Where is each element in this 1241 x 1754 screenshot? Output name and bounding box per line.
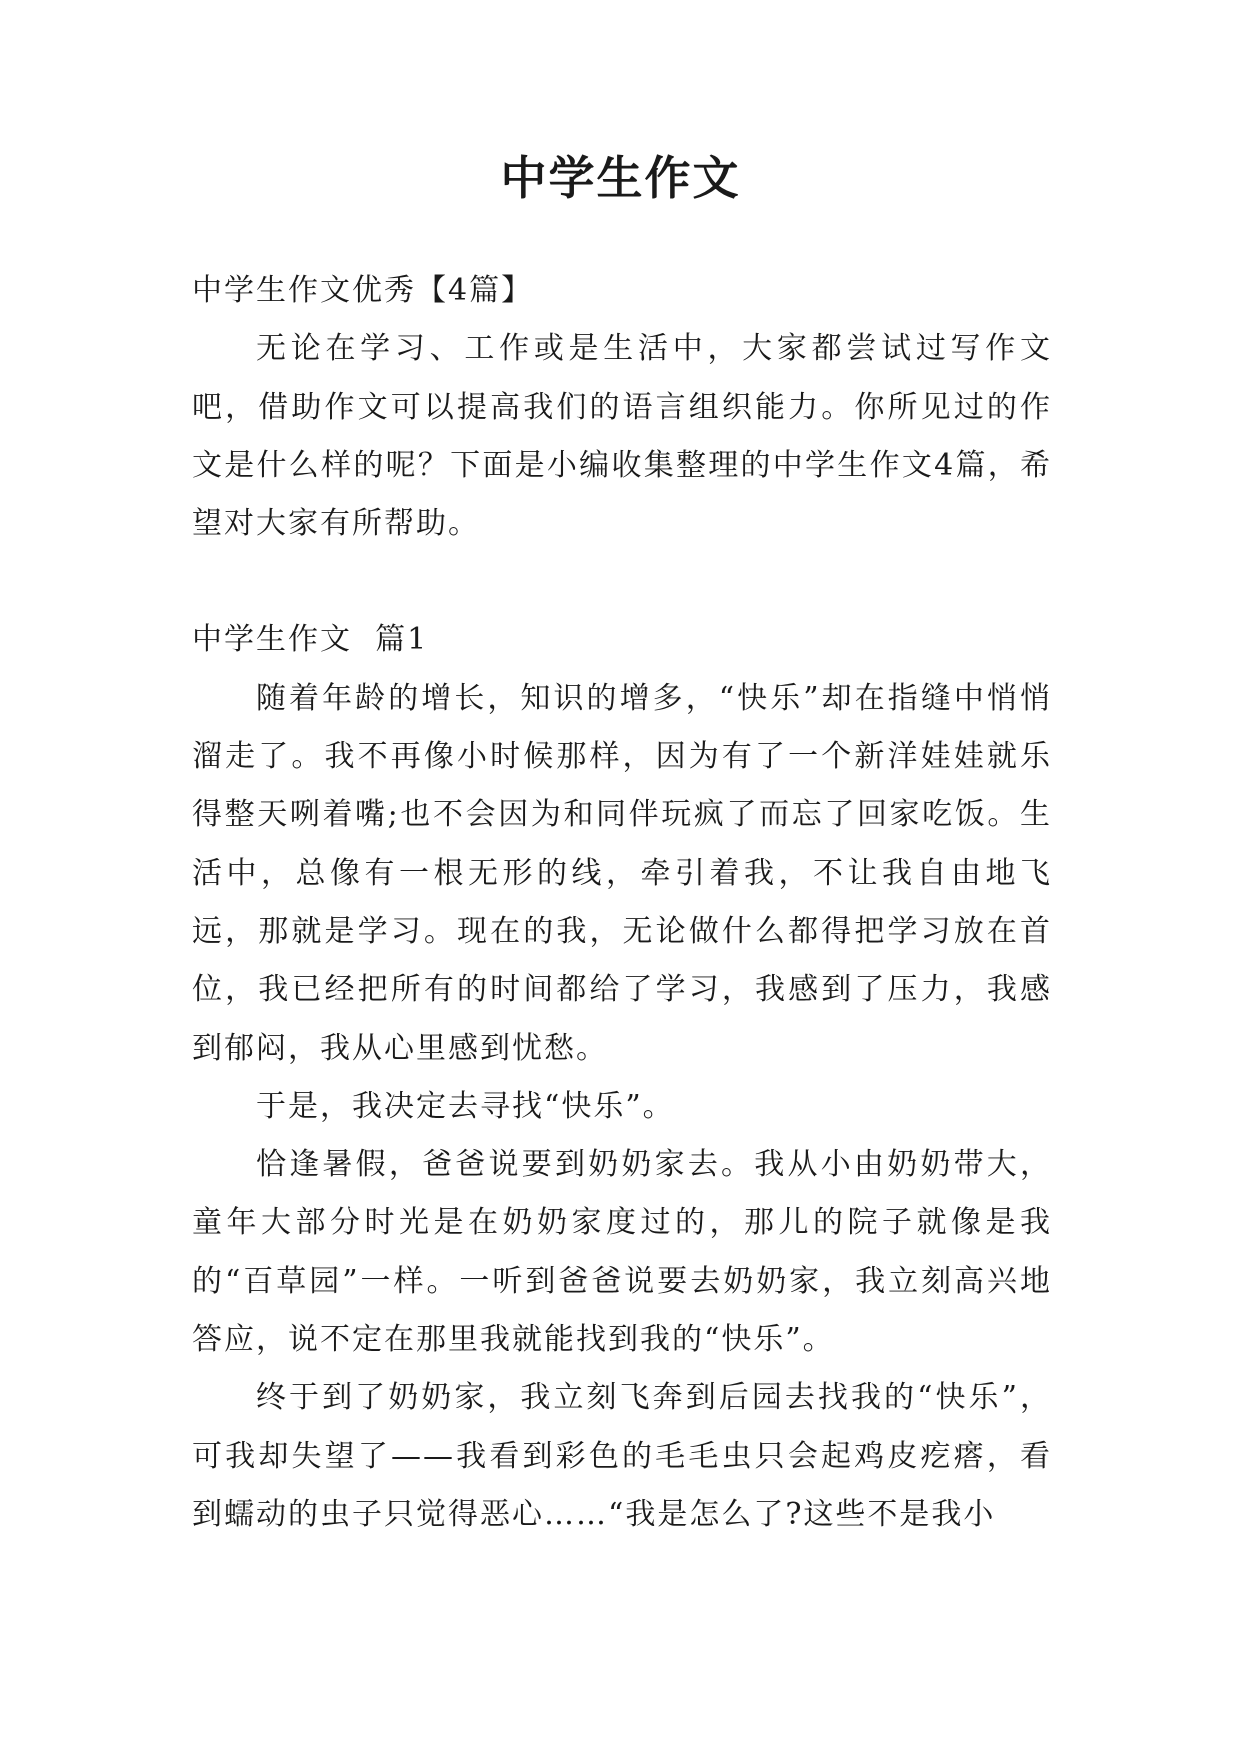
document-body (192, 262, 1052, 1544)
intro-paragraph: 无论在学习、工作或是生活中，大家都尝试过写作文吧，借助作文可以提高我们的语言组织能力。你所见过的作文是什么样的呢？下面是小编收集整理的中学生作文4篇，希望对大家有所帮助。 (192, 331, 1052, 542)
section1-paragraph-3: 恰逢暑假，爸爸说要到奶奶家去。我从小由奶奶带大，童年大部分时光是在奶奶家度过的，那儿的院子就像是我的“百草园”一样。一听到爸爸说要去奶奶家，我立刻高兴地答应，说不定在那里我就能找到我的“快乐”。 (192, 1147, 1052, 1358)
section-spacer (192, 553, 1052, 611)
section1-paragraph-4: 终于到了奶奶家，我立刻飞奔到后园去找我的“快乐”，可我却失望了——我看到彩色的毛毛虫只会起鸡皮疙瘩，看到蠕动的虫子只觉得恶心……“我是怎么了?这些不是我小 (192, 1380, 1052, 1532)
section1-paragraph-2: 于是，我决定去寻找“快乐”。 (256, 1088, 675, 1124)
intro-heading: 中学生作文优秀【4篇】 (192, 273, 534, 308)
document-title: 中学生作文 (500, 151, 741, 205)
section1-paragraph-1: 随着年龄的增长，知识的增多，“快乐”却在指缝中悄悄溜走了。我不再像小时候那样，因为有了一个新洋娃娃就乐得整天咧着嘴;也不会因为和同伴玩疯了而忘了回家吃饭。生活中，总像有一根无形的线，牵引着我，不让我自由地飞远，那就是学习。现在的我，无论做什么都得把学习放在首位，我已经把所有的时间都给了学习，我感到了压力，我感到郁闷，我从心里感到忧愁。 (192, 680, 1052, 1066)
section1-heading: 中学生作文 篇1 (192, 622, 429, 658)
